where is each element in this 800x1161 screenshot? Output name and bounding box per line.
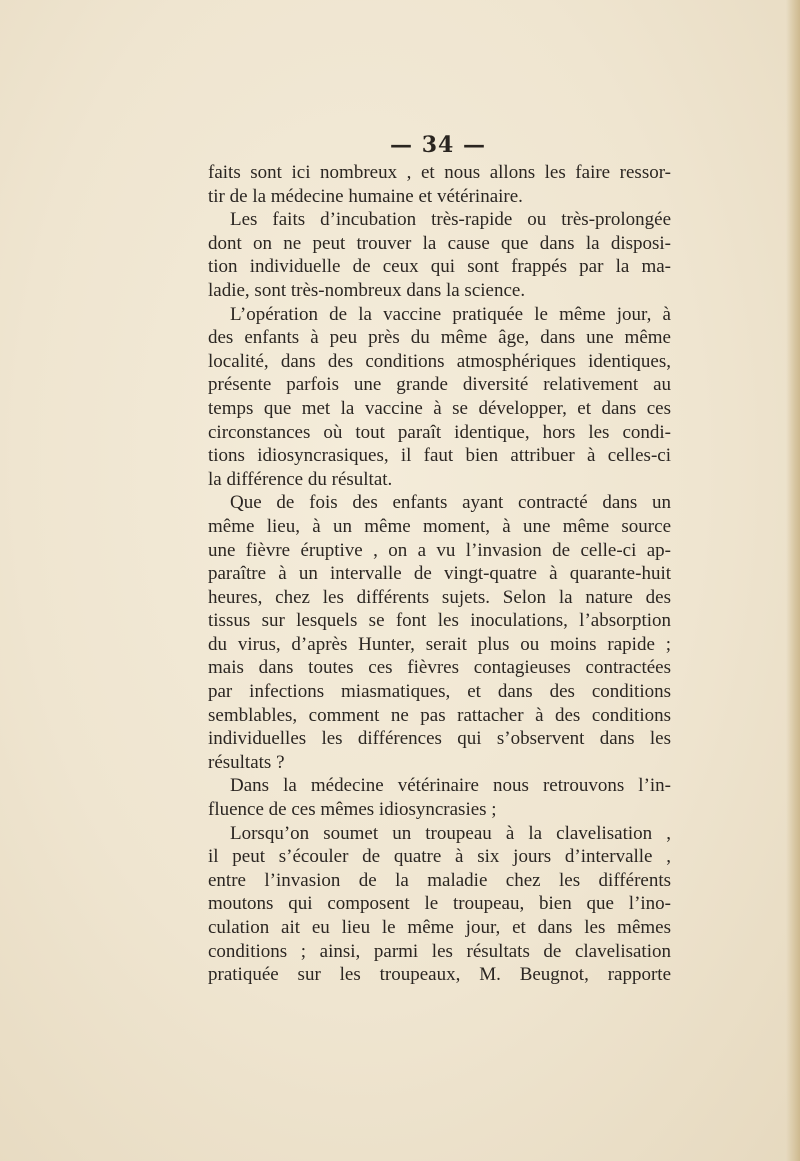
- text-line: Que de fois des enfants ayant contracté dans un: [230, 492, 671, 514]
- text-line: culation ait eu lieu le même jour, et dans les mêmes: [208, 917, 671, 938]
- text-line: une fièvre éruptive , on a vu l’invasion de celle-ci ap-: [208, 539, 671, 561]
- text-line: tir de la médecine humaine et vétérinaire.: [208, 185, 523, 207]
- text-line: présente parfois une grande diversité relativement au: [208, 374, 671, 396]
- text-line: temps que met la vaccine à se développer, et dans ces: [208, 397, 671, 419]
- text-line: tion individuelle de ceux qui sont frappés par la ma-: [208, 256, 671, 278]
- page-number: — 34 —: [390, 132, 486, 158]
- text-line: localité, dans des conditions atmosphériques identiques,: [208, 350, 671, 372]
- body-text: [208, 161, 671, 987]
- text-line: faits sont ici nombreux , et nous allons les faire ressor-: [208, 162, 671, 183]
- text-line: il peut s’écouler de quatre à six jours d’intervalle ,: [208, 846, 671, 868]
- text-line: Lorsqu’on soumet un troupeau à la clavelisation ,: [230, 822, 671, 844]
- text-line: pratiquée sur les troupeaux, M. Beugnot, rapporte: [208, 964, 671, 986]
- text-line: la différence du résultat.: [208, 468, 393, 490]
- text-line: Les faits d’incubation très-rapide ou très-prolongée: [230, 209, 671, 231]
- text-line: semblables, comment ne pas rattacher à des conditions: [208, 704, 671, 726]
- text-line: résultats ?: [208, 751, 285, 773]
- text-line: du virus, d’après Hunter, serait plus ou moins rapide ;: [208, 633, 671, 655]
- text-line: ladie, sont très-nombreux dans la science.: [208, 279, 526, 301]
- text-line: par infections miasmatiques, et dans des conditions: [208, 681, 671, 703]
- text-line: conditions ; ainsi, parmi les résultats de clavelisation: [208, 940, 671, 962]
- text-line: tions idiosyncrasiques, il faut bien attribuer à celles-ci: [208, 445, 671, 467]
- text-line: mais dans toutes ces fièvres contagieuses contractées: [208, 657, 671, 679]
- text-line: circonstances où tout paraît identique, hors les condi-: [208, 421, 671, 443]
- text-line: même lieu, à un même moment, à une même source: [208, 515, 671, 537]
- text-line: des enfants à peu près du même âge, dans une même: [208, 327, 671, 349]
- text-line: fluence de ces mêmes idiosyncrasies ;: [208, 799, 497, 821]
- text-line: paraître à un intervalle de vingt-quatre à quarante-huit: [208, 563, 671, 585]
- text-line: tissus sur lesquels se font les inoculations, l’absorption: [208, 610, 671, 632]
- text-line: moutons qui composent le troupeau, bien que l’ino-: [208, 893, 671, 915]
- text-line: heures, chez les différents sujets. Selon la nature des: [208, 586, 671, 608]
- text-line: L’opération de la vaccine pratiquée le même jour, à: [230, 303, 671, 325]
- text-line: dont on ne peut trouver la cause que dans la disposi-: [208, 232, 671, 254]
- page-edge: [786, 0, 800, 1161]
- text-line: individuelles les différences qui s’observent dans les: [208, 728, 671, 750]
- text-line: Dans la médecine vétérinaire nous retrouvons l’in-: [230, 775, 671, 797]
- text-line: entre l’invasion de la maladie chez les différents: [208, 869, 671, 891]
